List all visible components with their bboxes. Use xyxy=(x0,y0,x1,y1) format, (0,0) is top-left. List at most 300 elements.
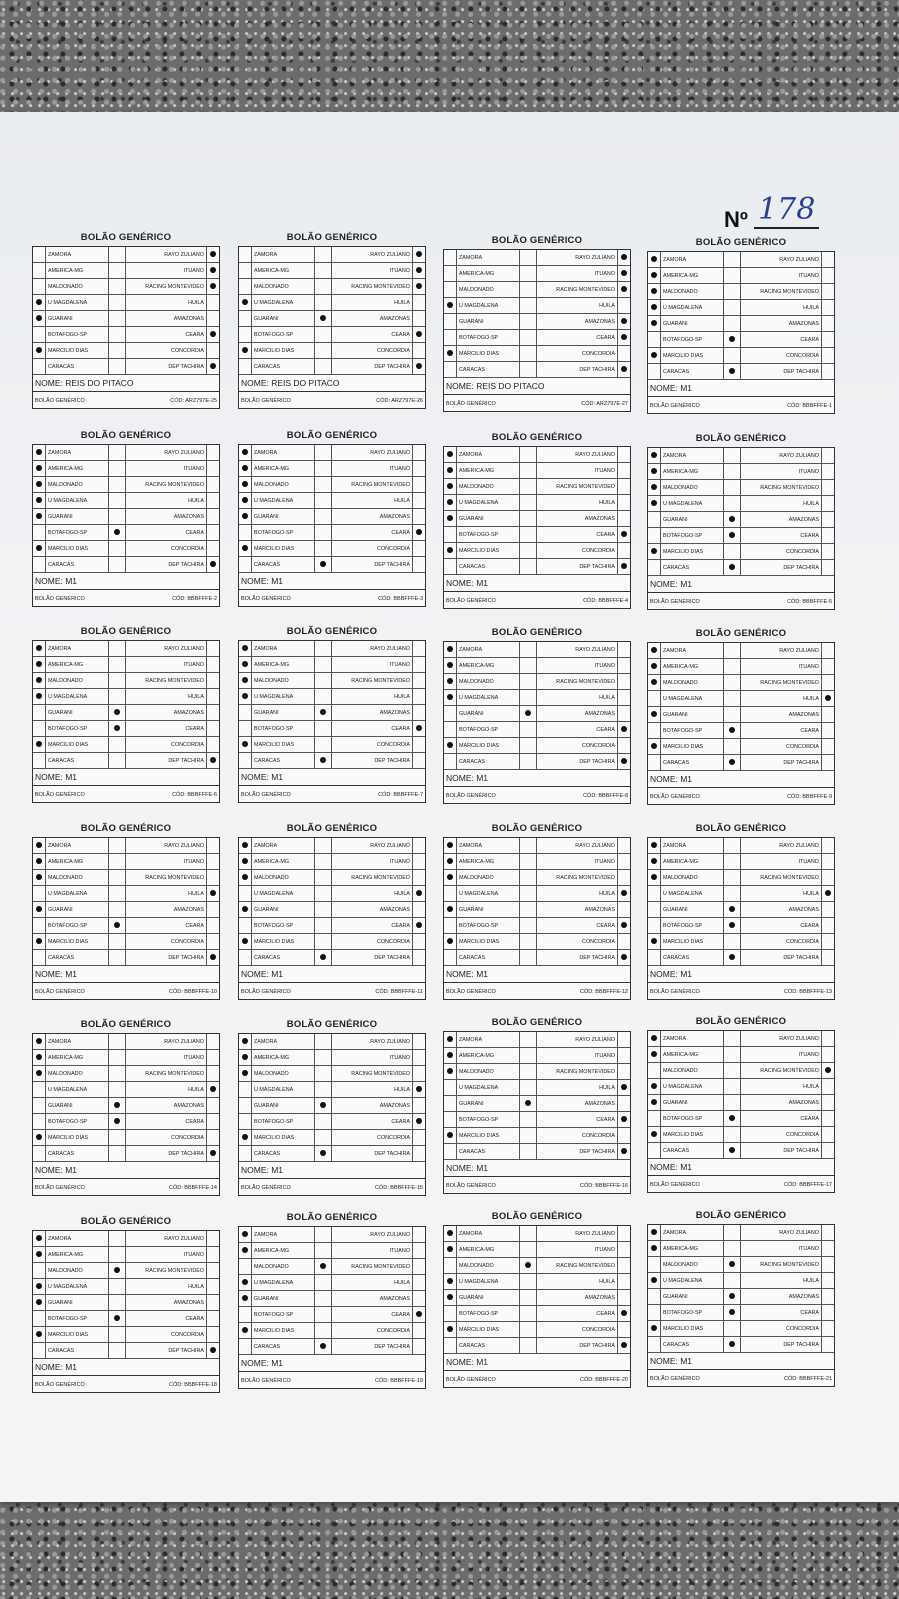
pick-home-cell[interactable] xyxy=(33,1050,46,1066)
pick-away-cell[interactable] xyxy=(207,263,220,279)
pick-home-cell[interactable] xyxy=(239,721,252,737)
pick-home-cell[interactable] xyxy=(648,332,661,348)
pick-home-cell[interactable] xyxy=(648,675,661,691)
pick-home-cell[interactable] xyxy=(444,250,457,266)
pick-draw-cell[interactable] xyxy=(315,1275,332,1291)
pick-home-cell[interactable] xyxy=(648,838,661,854)
pick-away-cell[interactable] xyxy=(207,902,220,918)
pick-home-cell[interactable] xyxy=(239,445,252,461)
pick-away-cell[interactable] xyxy=(413,1130,426,1146)
pick-home-cell[interactable] xyxy=(444,463,457,479)
pick-away-cell[interactable] xyxy=(822,755,835,771)
pick-home-cell[interactable] xyxy=(33,1146,46,1162)
pick-away-cell[interactable] xyxy=(618,1274,631,1290)
pick-home-cell[interactable] xyxy=(239,1066,252,1082)
pick-home-cell[interactable] xyxy=(33,673,46,689)
pick-draw-cell[interactable] xyxy=(724,544,741,560)
pick-home-cell[interactable] xyxy=(444,1080,457,1096)
pick-away-cell[interactable] xyxy=(413,737,426,753)
pick-away-cell[interactable] xyxy=(413,1114,426,1130)
pick-away-cell[interactable] xyxy=(413,247,426,263)
pick-home-cell[interactable] xyxy=(648,854,661,870)
pick-draw-cell[interactable] xyxy=(724,1305,741,1321)
pick-home-cell[interactable] xyxy=(33,445,46,461)
pick-away-cell[interactable] xyxy=(413,1146,426,1162)
pick-draw-cell[interactable] xyxy=(724,1047,741,1063)
pick-draw-cell[interactable] xyxy=(520,1274,537,1290)
pick-draw-cell[interactable] xyxy=(520,1080,537,1096)
pick-away-cell[interactable] xyxy=(618,559,631,575)
pick-home-cell[interactable] xyxy=(648,512,661,528)
pick-draw-cell[interactable] xyxy=(724,512,741,528)
pick-home-cell[interactable] xyxy=(648,252,661,268)
pick-away-cell[interactable] xyxy=(822,1047,835,1063)
pick-away-cell[interactable] xyxy=(822,1127,835,1143)
pick-home-cell[interactable] xyxy=(239,295,252,311)
pick-draw-cell[interactable] xyxy=(724,675,741,691)
pick-draw-cell[interactable] xyxy=(724,755,741,771)
pick-away-cell[interactable] xyxy=(822,723,835,739)
pick-home-cell[interactable] xyxy=(648,268,661,284)
pick-draw-cell[interactable] xyxy=(109,854,126,870)
pick-away-cell[interactable] xyxy=(618,1306,631,1322)
pick-home-cell[interactable] xyxy=(444,362,457,378)
pick-draw-cell[interactable] xyxy=(109,263,126,279)
pick-draw-cell[interactable] xyxy=(315,721,332,737)
pick-draw-cell[interactable] xyxy=(315,1291,332,1307)
pick-draw-cell[interactable] xyxy=(724,918,741,934)
pick-home-cell[interactable] xyxy=(444,1048,457,1064)
pick-away-cell[interactable] xyxy=(822,691,835,707)
pick-home-cell[interactable] xyxy=(33,689,46,705)
pick-home-cell[interactable] xyxy=(239,705,252,721)
pick-home-cell[interactable] xyxy=(239,1243,252,1259)
pick-draw-cell[interactable] xyxy=(520,282,537,298)
pick-away-cell[interactable] xyxy=(822,1321,835,1337)
pick-draw-cell[interactable] xyxy=(315,525,332,541)
pick-draw-cell[interactable] xyxy=(520,1048,537,1064)
pick-home-cell[interactable] xyxy=(33,838,46,854)
pick-draw-cell[interactable] xyxy=(520,1144,537,1160)
pick-home-cell[interactable] xyxy=(33,279,46,295)
pick-draw-cell[interactable] xyxy=(724,448,741,464)
pick-home-cell[interactable] xyxy=(33,1327,46,1343)
pick-draw-cell[interactable] xyxy=(520,738,537,754)
pick-away-cell[interactable] xyxy=(822,659,835,675)
pick-home-cell[interactable] xyxy=(648,316,661,332)
pick-away-cell[interactable] xyxy=(822,870,835,886)
pick-draw-cell[interactable] xyxy=(109,295,126,311)
pick-draw-cell[interactable] xyxy=(520,886,537,902)
pick-home-cell[interactable] xyxy=(648,1079,661,1095)
pick-home-cell[interactable] xyxy=(444,1338,457,1354)
pick-draw-cell[interactable] xyxy=(109,838,126,854)
pick-home-cell[interactable] xyxy=(444,1226,457,1242)
pick-away-cell[interactable] xyxy=(413,1307,426,1323)
pick-away-cell[interactable] xyxy=(822,643,835,659)
pick-away-cell[interactable] xyxy=(413,279,426,295)
pick-home-cell[interactable] xyxy=(444,902,457,918)
pick-away-cell[interactable] xyxy=(822,1337,835,1353)
pick-draw-cell[interactable] xyxy=(109,1279,126,1295)
pick-draw-cell[interactable] xyxy=(315,705,332,721)
pick-draw-cell[interactable] xyxy=(520,854,537,870)
pick-home-cell[interactable] xyxy=(239,673,252,689)
pick-draw-cell[interactable] xyxy=(724,268,741,284)
pick-away-cell[interactable] xyxy=(207,327,220,343)
pick-draw-cell[interactable] xyxy=(109,1082,126,1098)
pick-away-cell[interactable] xyxy=(413,753,426,769)
pick-draw-cell[interactable] xyxy=(724,739,741,755)
pick-away-cell[interactable] xyxy=(822,1289,835,1305)
pick-home-cell[interactable] xyxy=(444,1032,457,1048)
pick-away-cell[interactable] xyxy=(822,675,835,691)
pick-draw-cell[interactable] xyxy=(315,838,332,854)
pick-home-cell[interactable] xyxy=(444,495,457,511)
pick-draw-cell[interactable] xyxy=(315,327,332,343)
pick-draw-cell[interactable] xyxy=(315,1066,332,1082)
pick-home-cell[interactable] xyxy=(239,263,252,279)
pick-away-cell[interactable] xyxy=(822,300,835,316)
pick-away-cell[interactable] xyxy=(618,1064,631,1080)
pick-home-cell[interactable] xyxy=(648,480,661,496)
pick-home-cell[interactable] xyxy=(239,279,252,295)
pick-home-cell[interactable] xyxy=(33,359,46,375)
pick-away-cell[interactable] xyxy=(413,509,426,525)
pick-home-cell[interactable] xyxy=(444,479,457,495)
pick-draw-cell[interactable] xyxy=(315,641,332,657)
pick-home-cell[interactable] xyxy=(239,689,252,705)
pick-away-cell[interactable] xyxy=(207,525,220,541)
pick-draw-cell[interactable] xyxy=(315,1259,332,1275)
pick-away-cell[interactable] xyxy=(822,1273,835,1289)
pick-home-cell[interactable] xyxy=(33,247,46,263)
pick-draw-cell[interactable] xyxy=(520,330,537,346)
pick-draw-cell[interactable] xyxy=(724,332,741,348)
pick-away-cell[interactable] xyxy=(207,918,220,934)
pick-home-cell[interactable] xyxy=(444,282,457,298)
pick-home-cell[interactable] xyxy=(648,1321,661,1337)
pick-away-cell[interactable] xyxy=(413,1243,426,1259)
pick-home-cell[interactable] xyxy=(648,739,661,755)
pick-home-cell[interactable] xyxy=(239,641,252,657)
pick-draw-cell[interactable] xyxy=(109,493,126,509)
pick-draw-cell[interactable] xyxy=(315,279,332,295)
pick-draw-cell[interactable] xyxy=(520,298,537,314)
pick-away-cell[interactable] xyxy=(618,1338,631,1354)
pick-draw-cell[interactable] xyxy=(520,447,537,463)
pick-home-cell[interactable] xyxy=(33,493,46,509)
pick-away-cell[interactable] xyxy=(618,934,631,950)
pick-home-cell[interactable] xyxy=(444,511,457,527)
pick-away-cell[interactable] xyxy=(207,673,220,689)
pick-away-cell[interactable] xyxy=(618,1258,631,1274)
pick-home-cell[interactable] xyxy=(648,464,661,480)
pick-home-cell[interactable] xyxy=(33,509,46,525)
pick-away-cell[interactable] xyxy=(207,705,220,721)
pick-away-cell[interactable] xyxy=(618,854,631,870)
pick-away-cell[interactable] xyxy=(413,934,426,950)
pick-draw-cell[interactable] xyxy=(520,314,537,330)
pick-draw-cell[interactable] xyxy=(315,477,332,493)
pick-draw-cell[interactable] xyxy=(520,1338,537,1354)
pick-away-cell[interactable] xyxy=(207,247,220,263)
pick-draw-cell[interactable] xyxy=(315,311,332,327)
pick-home-cell[interactable] xyxy=(444,854,457,870)
pick-away-cell[interactable] xyxy=(413,461,426,477)
pick-home-cell[interactable] xyxy=(239,870,252,886)
pick-home-cell[interactable] xyxy=(33,461,46,477)
pick-home-cell[interactable] xyxy=(239,886,252,902)
pick-home-cell[interactable] xyxy=(33,327,46,343)
pick-draw-cell[interactable] xyxy=(315,1323,332,1339)
pick-away-cell[interactable] xyxy=(207,1034,220,1050)
pick-away-cell[interactable] xyxy=(413,673,426,689)
pick-home-cell[interactable] xyxy=(239,343,252,359)
pick-draw-cell[interactable] xyxy=(315,689,332,705)
pick-draw-cell[interactable] xyxy=(520,934,537,950)
pick-draw-cell[interactable] xyxy=(315,1082,332,1098)
pick-draw-cell[interactable] xyxy=(315,870,332,886)
pick-home-cell[interactable] xyxy=(239,1082,252,1098)
pick-draw-cell[interactable] xyxy=(520,1242,537,1258)
pick-draw-cell[interactable] xyxy=(315,1307,332,1323)
pick-draw-cell[interactable] xyxy=(109,1263,126,1279)
pick-away-cell[interactable] xyxy=(413,950,426,966)
pick-home-cell[interactable] xyxy=(648,348,661,364)
pick-away-cell[interactable] xyxy=(413,525,426,541)
pick-draw-cell[interactable] xyxy=(724,1241,741,1257)
pick-home-cell[interactable] xyxy=(239,359,252,375)
pick-away-cell[interactable] xyxy=(207,1050,220,1066)
pick-draw-cell[interactable] xyxy=(315,557,332,573)
pick-draw-cell[interactable] xyxy=(109,870,126,886)
pick-draw-cell[interactable] xyxy=(724,1225,741,1241)
pick-home-cell[interactable] xyxy=(648,300,661,316)
pick-away-cell[interactable] xyxy=(207,1279,220,1295)
pick-away-cell[interactable] xyxy=(822,560,835,576)
pick-draw-cell[interactable] xyxy=(315,1339,332,1355)
pick-away-cell[interactable] xyxy=(822,512,835,528)
pick-away-cell[interactable] xyxy=(207,541,220,557)
pick-away-cell[interactable] xyxy=(413,1275,426,1291)
pick-draw-cell[interactable] xyxy=(109,247,126,263)
pick-away-cell[interactable] xyxy=(822,364,835,380)
pick-draw-cell[interactable] xyxy=(315,445,332,461)
pick-home-cell[interactable] xyxy=(444,1112,457,1128)
pick-draw-cell[interactable] xyxy=(724,464,741,480)
pick-home-cell[interactable] xyxy=(444,642,457,658)
pick-home-cell[interactable] xyxy=(444,1128,457,1144)
pick-draw-cell[interactable] xyxy=(109,705,126,721)
pick-draw-cell[interactable] xyxy=(315,934,332,950)
pick-away-cell[interactable] xyxy=(618,543,631,559)
pick-draw-cell[interactable] xyxy=(520,674,537,690)
pick-draw-cell[interactable] xyxy=(109,327,126,343)
pick-home-cell[interactable] xyxy=(239,1307,252,1323)
pick-away-cell[interactable] xyxy=(207,1146,220,1162)
pick-home-cell[interactable] xyxy=(648,560,661,576)
pick-home-cell[interactable] xyxy=(648,528,661,544)
pick-away-cell[interactable] xyxy=(618,1032,631,1048)
pick-draw-cell[interactable] xyxy=(724,950,741,966)
pick-home-cell[interactable] xyxy=(444,950,457,966)
pick-home-cell[interactable] xyxy=(444,1322,457,1338)
pick-draw-cell[interactable] xyxy=(724,496,741,512)
pick-away-cell[interactable] xyxy=(822,464,835,480)
pick-draw-cell[interactable] xyxy=(315,263,332,279)
pick-away-cell[interactable] xyxy=(618,330,631,346)
pick-away-cell[interactable] xyxy=(618,527,631,543)
pick-draw-cell[interactable] xyxy=(724,886,741,902)
pick-home-cell[interactable] xyxy=(444,1306,457,1322)
pick-home-cell[interactable] xyxy=(33,263,46,279)
pick-home-cell[interactable] xyxy=(648,1143,661,1159)
pick-away-cell[interactable] xyxy=(413,1082,426,1098)
pick-away-cell[interactable] xyxy=(618,362,631,378)
pick-away-cell[interactable] xyxy=(618,1242,631,1258)
pick-draw-cell[interactable] xyxy=(520,511,537,527)
pick-home-cell[interactable] xyxy=(33,705,46,721)
pick-draw-cell[interactable] xyxy=(109,1247,126,1263)
pick-home-cell[interactable] xyxy=(239,327,252,343)
pick-home-cell[interactable] xyxy=(239,477,252,493)
pick-home-cell[interactable] xyxy=(33,1295,46,1311)
pick-away-cell[interactable] xyxy=(207,295,220,311)
pick-draw-cell[interactable] xyxy=(315,918,332,934)
pick-home-cell[interactable] xyxy=(444,658,457,674)
pick-draw-cell[interactable] xyxy=(520,266,537,282)
pick-away-cell[interactable] xyxy=(618,902,631,918)
pick-away-cell[interactable] xyxy=(207,445,220,461)
pick-away-cell[interactable] xyxy=(207,1231,220,1247)
pick-away-cell[interactable] xyxy=(207,311,220,327)
pick-home-cell[interactable] xyxy=(239,657,252,673)
pick-draw-cell[interactable] xyxy=(109,1146,126,1162)
pick-away-cell[interactable] xyxy=(618,250,631,266)
pick-home-cell[interactable] xyxy=(239,1227,252,1243)
pick-draw-cell[interactable] xyxy=(109,721,126,737)
pick-home-cell[interactable] xyxy=(239,311,252,327)
pick-home-cell[interactable] xyxy=(444,1064,457,1080)
pick-away-cell[interactable] xyxy=(413,1291,426,1307)
pick-draw-cell[interactable] xyxy=(315,737,332,753)
pick-away-cell[interactable] xyxy=(207,657,220,673)
pick-away-cell[interactable] xyxy=(413,493,426,509)
pick-draw-cell[interactable] xyxy=(315,1130,332,1146)
pick-away-cell[interactable] xyxy=(618,511,631,527)
pick-away-cell[interactable] xyxy=(207,359,220,375)
pick-home-cell[interactable] xyxy=(33,641,46,657)
pick-away-cell[interactable] xyxy=(207,557,220,573)
pick-home-cell[interactable] xyxy=(239,509,252,525)
pick-draw-cell[interactable] xyxy=(520,870,537,886)
pick-home-cell[interactable] xyxy=(33,737,46,753)
pick-draw-cell[interactable] xyxy=(109,1050,126,1066)
pick-draw-cell[interactable] xyxy=(315,1114,332,1130)
pick-draw-cell[interactable] xyxy=(315,359,332,375)
pick-home-cell[interactable] xyxy=(648,284,661,300)
pick-away-cell[interactable] xyxy=(207,1247,220,1263)
pick-away-cell[interactable] xyxy=(618,722,631,738)
pick-away-cell[interactable] xyxy=(207,1130,220,1146)
pick-draw-cell[interactable] xyxy=(520,1112,537,1128)
pick-away-cell[interactable] xyxy=(618,314,631,330)
pick-away-cell[interactable] xyxy=(618,495,631,511)
pick-draw-cell[interactable] xyxy=(724,723,741,739)
pick-away-cell[interactable] xyxy=(618,1096,631,1112)
pick-draw-cell[interactable] xyxy=(520,250,537,266)
pick-home-cell[interactable] xyxy=(33,541,46,557)
pick-away-cell[interactable] xyxy=(207,1114,220,1130)
pick-home-cell[interactable] xyxy=(33,657,46,673)
pick-away-cell[interactable] xyxy=(618,658,631,674)
pick-away-cell[interactable] xyxy=(822,528,835,544)
pick-draw-cell[interactable] xyxy=(724,1079,741,1095)
pick-home-cell[interactable] xyxy=(239,1275,252,1291)
pick-away-cell[interactable] xyxy=(618,738,631,754)
pick-home-cell[interactable] xyxy=(444,886,457,902)
pick-draw-cell[interactable] xyxy=(109,918,126,934)
pick-away-cell[interactable] xyxy=(207,1098,220,1114)
pick-draw-cell[interactable] xyxy=(724,659,741,675)
pick-away-cell[interactable] xyxy=(822,332,835,348)
pick-away-cell[interactable] xyxy=(822,707,835,723)
pick-draw-cell[interactable] xyxy=(315,753,332,769)
pick-away-cell[interactable] xyxy=(618,1322,631,1338)
pick-home-cell[interactable] xyxy=(33,1114,46,1130)
pick-away-cell[interactable] xyxy=(618,706,631,722)
pick-home-cell[interactable] xyxy=(444,722,457,738)
pick-draw-cell[interactable] xyxy=(315,673,332,689)
pick-draw-cell[interactable] xyxy=(315,541,332,557)
pick-draw-cell[interactable] xyxy=(520,1290,537,1306)
pick-draw-cell[interactable] xyxy=(724,1031,741,1047)
pick-away-cell[interactable] xyxy=(822,1079,835,1095)
pick-draw-cell[interactable] xyxy=(520,706,537,722)
pick-away-cell[interactable] xyxy=(822,1225,835,1241)
pick-away-cell[interactable] xyxy=(413,311,426,327)
pick-draw-cell[interactable] xyxy=(520,1258,537,1274)
pick-home-cell[interactable] xyxy=(444,298,457,314)
pick-draw-cell[interactable] xyxy=(109,886,126,902)
pick-home-cell[interactable] xyxy=(239,1291,252,1307)
pick-draw-cell[interactable] xyxy=(724,934,741,950)
pick-draw-cell[interactable] xyxy=(520,950,537,966)
pick-away-cell[interactable] xyxy=(822,268,835,284)
pick-away-cell[interactable] xyxy=(413,721,426,737)
pick-away-cell[interactable] xyxy=(618,266,631,282)
pick-draw-cell[interactable] xyxy=(315,509,332,525)
pick-home-cell[interactable] xyxy=(239,737,252,753)
pick-away-cell[interactable] xyxy=(207,870,220,886)
pick-away-cell[interactable] xyxy=(413,343,426,359)
pick-away-cell[interactable] xyxy=(822,854,835,870)
pick-away-cell[interactable] xyxy=(207,934,220,950)
pick-home-cell[interactable] xyxy=(33,1231,46,1247)
pick-draw-cell[interactable] xyxy=(520,754,537,770)
pick-draw-cell[interactable] xyxy=(109,1130,126,1146)
pick-away-cell[interactable] xyxy=(413,1227,426,1243)
pick-home-cell[interactable] xyxy=(648,870,661,886)
pick-away-cell[interactable] xyxy=(822,902,835,918)
pick-away-cell[interactable] xyxy=(207,1082,220,1098)
pick-home-cell[interactable] xyxy=(33,1311,46,1327)
pick-home-cell[interactable] xyxy=(239,247,252,263)
pick-draw-cell[interactable] xyxy=(109,343,126,359)
pick-away-cell[interactable] xyxy=(207,279,220,295)
pick-away-cell[interactable] xyxy=(618,479,631,495)
